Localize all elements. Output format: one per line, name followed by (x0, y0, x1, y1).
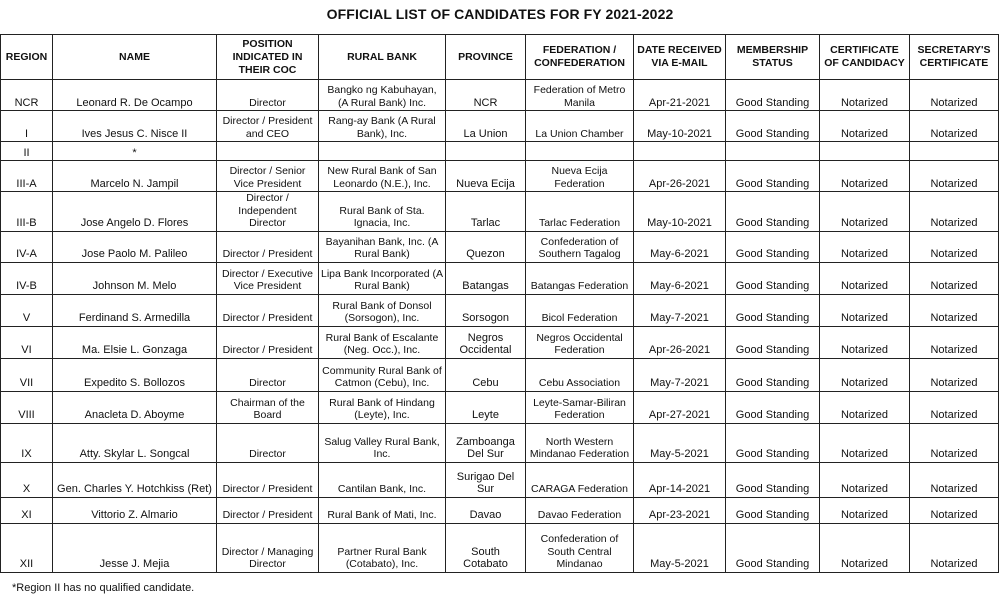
cell-federation: CARAGA Federation (526, 462, 634, 497)
cell-name: Gen. Charles Y. Hotchkiss (Ret) (53, 462, 217, 497)
cell-region: XI (1, 497, 53, 523)
cell-rural-bank: Salug Valley Rural Bank, Inc. (319, 423, 446, 462)
cell-secretarys-certificate: Notarized (910, 262, 999, 294)
table-row (1, 326, 999, 358)
header-province: PROVINCE (446, 35, 526, 80)
cell-secretarys-certificate: Notarized (910, 497, 999, 523)
cell-federation: Nueva Ecija Federation (526, 161, 634, 192)
cell-date-received: Apr-23-2021 (634, 497, 726, 523)
cell-certificate-of-candidacy: Notarized (820, 326, 910, 358)
cell-region: VIII (1, 391, 53, 423)
document-title: OFFICIAL LIST OF CANDIDATES FOR FY 2021-2022 (326, 6, 674, 22)
cell-federation: Federation of Metro Manila (526, 80, 634, 111)
cell-region: V (1, 294, 53, 326)
cell-membership-status: Good Standing (726, 523, 820, 572)
header-position: POSITION INDICATED IN THEIR COC (217, 35, 319, 80)
table-row (1, 423, 999, 462)
cell-region: III-A (1, 161, 53, 192)
table-row (1, 80, 999, 111)
cell-name: Atty. Skylar L. Songcal (53, 423, 217, 462)
cell-province: Leyte (446, 391, 526, 423)
table-row (1, 192, 999, 232)
cell-rural-bank (319, 142, 446, 161)
table-row (1, 523, 999, 572)
cell-certificate-of-candidacy: Notarized (820, 497, 910, 523)
cell-date-received: Apr-27-2021 (634, 391, 726, 423)
cell-certificate-of-candidacy: Notarized (820, 231, 910, 262)
cell-date-received: May-5-2021 (634, 423, 726, 462)
cell-membership-status: Good Standing (726, 294, 820, 326)
cell-membership-status: Good Standing (726, 423, 820, 462)
cell-secretarys-certificate: Notarized (910, 326, 999, 358)
cell-province: Batangas (446, 262, 526, 294)
cell-federation: Bicol Federation (526, 294, 634, 326)
cell-province: Davao (446, 497, 526, 523)
cell-position: Director / President (217, 231, 319, 262)
header-rural-bank: RURAL BANK (319, 35, 446, 80)
cell-position: Director / President and CEO (217, 111, 319, 142)
cell-membership-status: Good Standing (726, 358, 820, 391)
cell-province: South Cotabato (446, 523, 526, 572)
cell-region: VI (1, 326, 53, 358)
cell-province (446, 142, 526, 161)
header-certificate-of-candidacy: CERTIFICATE OF CANDIDACY (820, 35, 910, 80)
cell-membership-status: Good Standing (726, 391, 820, 423)
cell-position (217, 142, 319, 161)
cell-certificate-of-candidacy (820, 142, 910, 161)
cell-region: IV-B (1, 262, 53, 294)
cell-province: Negros Occidental (446, 326, 526, 358)
header-secretarys-certificate: SECRETARY'S CERTIFICATE (910, 35, 999, 80)
cell-region: III-B (1, 192, 53, 232)
cell-position: Chairman of the Board (217, 391, 319, 423)
cell-region: X (1, 462, 53, 497)
cell-province: Nueva Ecija (446, 161, 526, 192)
cell-membership-status: Good Standing (726, 80, 820, 111)
cell-date-received (634, 142, 726, 161)
cell-name: Jose Angelo D. Flores (53, 192, 217, 232)
cell-name: Vittorio Z. Almario (53, 497, 217, 523)
cell-rural-bank: Community Rural Bank of Catmon (Cebu), Inc. (319, 358, 446, 391)
cell-region: II (1, 142, 53, 161)
cell-secretarys-certificate: Notarized (910, 294, 999, 326)
header-region: REGION (1, 35, 53, 80)
cell-position: Director / President (217, 497, 319, 523)
table-row (1, 142, 999, 161)
cell-position: Director / President (217, 462, 319, 497)
cell-position: Director / Independent Director (217, 192, 319, 232)
cell-date-received: Apr-14-2021 (634, 462, 726, 497)
table-row (1, 231, 999, 262)
header-row (1, 35, 999, 80)
cell-province: NCR (446, 80, 526, 111)
cell-province: La Union (446, 111, 526, 142)
cell-rural-bank: Bangko ng Kabuhayan, (A Rural Bank) Inc. (319, 80, 446, 111)
cell-secretarys-certificate: Notarized (910, 358, 999, 391)
cell-rural-bank: Rural Bank of Sta. Ignacia, Inc. (319, 192, 446, 232)
cell-date-received: Apr-26-2021 (634, 326, 726, 358)
cell-membership-status (726, 142, 820, 161)
cell-rural-bank: Rural Bank of Mati, Inc. (319, 497, 446, 523)
cell-province: Zamboanga Del Sur (446, 423, 526, 462)
cell-name: Ma. Elsie L. Gonzaga (53, 326, 217, 358)
header-membership-status: MEMBERSHIP STATUS (726, 35, 820, 80)
cell-certificate-of-candidacy: Notarized (820, 391, 910, 423)
table-row (1, 462, 999, 497)
cell-certificate-of-candidacy: Notarized (820, 358, 910, 391)
cell-federation (526, 142, 634, 161)
cell-position: Director (217, 358, 319, 391)
cell-secretarys-certificate: Notarized (910, 231, 999, 262)
cell-rural-bank: New Rural Bank of San Leonardo (N.E.), Inc. (319, 161, 446, 192)
cell-rural-bank: Cantilan Bank, Inc. (319, 462, 446, 497)
cell-federation: North Western Mindanao Federation (526, 423, 634, 462)
cell-certificate-of-candidacy: Notarized (820, 294, 910, 326)
table-row (1, 391, 999, 423)
cell-name: * (53, 142, 217, 161)
cell-province: Quezon (446, 231, 526, 262)
cell-name: Ives Jesus C. Nisce II (53, 111, 217, 142)
cell-date-received: May-5-2021 (634, 523, 726, 572)
cell-date-received: May-6-2021 (634, 262, 726, 294)
cell-secretarys-certificate: Notarized (910, 192, 999, 232)
cell-name: Expedito S. Bollozos (53, 358, 217, 391)
header-name: NAME (53, 35, 217, 80)
cell-position: Director (217, 423, 319, 462)
cell-province: Surigao Del Sur (446, 462, 526, 497)
cell-date-received: May-6-2021 (634, 231, 726, 262)
cell-membership-status: Good Standing (726, 231, 820, 262)
cell-federation: Tarlac Federation (526, 192, 634, 232)
cell-membership-status: Good Standing (726, 161, 820, 192)
cell-certificate-of-candidacy: Notarized (820, 462, 910, 497)
cell-secretarys-certificate: Notarized (910, 80, 999, 111)
cell-federation: Davao Federation (526, 497, 634, 523)
footnote: *Region II has no qualified candidate. (12, 582, 195, 594)
cell-rural-bank: Partner Rural Bank (Cotabato), Inc. (319, 523, 446, 572)
cell-date-received: Apr-26-2021 (634, 161, 726, 192)
cell-date-received: May-10-2021 (634, 111, 726, 142)
cell-membership-status: Good Standing (726, 192, 820, 232)
cell-region: NCR (1, 80, 53, 111)
cell-membership-status: Good Standing (726, 262, 820, 294)
cell-date-received: May-7-2021 (634, 358, 726, 391)
cell-federation: La Union Chamber (526, 111, 634, 142)
cell-rural-bank: Rang-ay Bank (A Rural Bank), Inc. (319, 111, 446, 142)
cell-federation: Cebu Association (526, 358, 634, 391)
cell-membership-status: Good Standing (726, 462, 820, 497)
cell-name: Jose Paolo M. Palileo (53, 231, 217, 262)
cell-secretarys-certificate: Notarized (910, 523, 999, 572)
cell-rural-bank: Rural Bank of Donsol (Sorsogon), Inc. (319, 294, 446, 326)
cell-secretarys-certificate: Notarized (910, 462, 999, 497)
table-row (1, 294, 999, 326)
cell-certificate-of-candidacy: Notarized (820, 192, 910, 232)
cell-certificate-of-candidacy: Notarized (820, 111, 910, 142)
table-row (1, 358, 999, 391)
cell-certificate-of-candidacy: Notarized (820, 161, 910, 192)
cell-position: Director / President (217, 326, 319, 358)
cell-province: Cebu (446, 358, 526, 391)
cell-name: Johnson M. Melo (53, 262, 217, 294)
cell-province: Tarlac (446, 192, 526, 232)
cell-federation: Negros Occidental Federation (526, 326, 634, 358)
cell-secretarys-certificate: Notarized (910, 111, 999, 142)
cell-name: Ferdinand S. Armedilla (53, 294, 217, 326)
cell-region: I (1, 111, 53, 142)
cell-certificate-of-candidacy: Notarized (820, 523, 910, 572)
cell-federation: Confederation of Southern Tagalog (526, 231, 634, 262)
header-date-received: DATE RECEIVED VIA E-MAIL (634, 35, 726, 80)
table-row (1, 111, 999, 142)
cell-region: IX (1, 423, 53, 462)
cell-rural-bank: Rural Bank of Escalante (Neg. Occ.), Inc. (319, 326, 446, 358)
cell-federation: Leyte-Samar-Biliran Federation (526, 391, 634, 423)
cell-secretarys-certificate: Notarized (910, 161, 999, 192)
cell-secretarys-certificate: Notarized (910, 423, 999, 462)
table-row (1, 497, 999, 523)
cell-membership-status: Good Standing (726, 497, 820, 523)
cell-region: XII (1, 523, 53, 572)
cell-date-received: May-10-2021 (634, 192, 726, 232)
cell-province: Sorsogon (446, 294, 526, 326)
cell-region: IV-A (1, 231, 53, 262)
cell-date-received: May-7-2021 (634, 294, 726, 326)
cell-name: Jesse J. Mejia (53, 523, 217, 572)
cell-position: Director / President (217, 294, 319, 326)
cell-membership-status: Good Standing (726, 111, 820, 142)
cell-rural-bank: Lipa Bank Incorporated (A Rural Bank) (319, 262, 446, 294)
cell-certificate-of-candidacy: Notarized (820, 262, 910, 294)
cell-position: Director / Managing Director (217, 523, 319, 572)
cell-name: Marcelo N. Jampil (53, 161, 217, 192)
cell-rural-bank: Rural Bank of Hindang (Leyte), Inc. (319, 391, 446, 423)
cell-federation: Confederation of South Central Mindanao (526, 523, 634, 572)
cell-position: Director / Executive Vice President (217, 262, 319, 294)
cell-position: Director (217, 80, 319, 111)
cell-membership-status: Good Standing (726, 326, 820, 358)
cell-secretarys-certificate: Notarized (910, 391, 999, 423)
cell-name: Leonard R. De Ocampo (53, 80, 217, 111)
cell-date-received: Apr-21-2021 (634, 80, 726, 111)
cell-certificate-of-candidacy: Notarized (820, 80, 910, 111)
cell-position: Director / Senior Vice President (217, 161, 319, 192)
cell-rural-bank: Bayanihan Bank, Inc. (A Rural Bank) (319, 231, 446, 262)
cell-region: VII (1, 358, 53, 391)
header-federation: FEDERATION / CONFEDERATION (526, 35, 634, 80)
cell-secretarys-certificate (910, 142, 999, 161)
candidates-table (0, 34, 999, 573)
table-row (1, 262, 999, 294)
cell-name: Anacleta D. Aboyme (53, 391, 217, 423)
cell-federation: Batangas Federation (526, 262, 634, 294)
cell-certificate-of-candidacy: Notarized (820, 423, 910, 462)
table-row (1, 161, 999, 192)
